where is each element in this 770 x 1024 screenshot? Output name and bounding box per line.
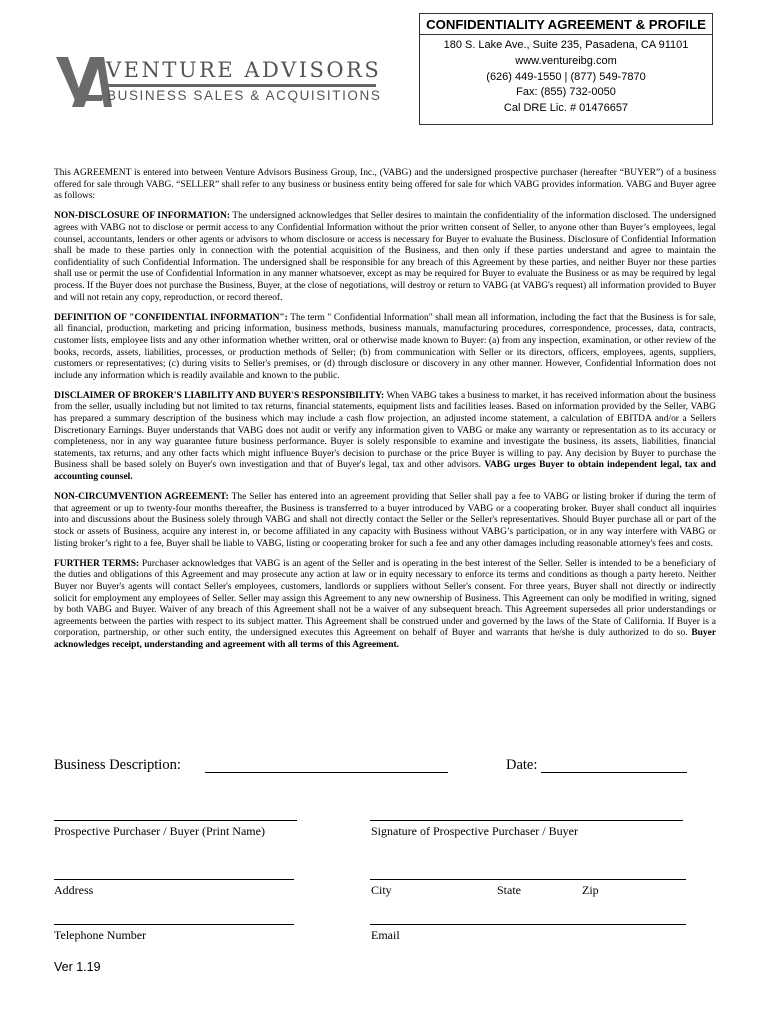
- agreement-body: [54, 168, 716, 660]
- logo-company-name: VENTURE ADVISORS: [106, 58, 382, 82]
- section-heading: NON-CIRCUMVENTION AGREEMENT:: [54, 492, 229, 503]
- email-label: Email: [371, 928, 400, 942]
- nondisclosure-section: [54, 211, 716, 304]
- definition-section: [54, 313, 716, 383]
- version-label: Ver 1.19: [54, 960, 101, 974]
- business-description-label: Business Description:: [54, 757, 181, 773]
- signature-field[interactable]: [370, 820, 683, 821]
- disclaimer-section: [54, 391, 716, 484]
- section-text: The undersigned acknowledges that Seller desires to maintain the confidentiality of the information disclosed. The undersigned agrees with VABG not to disclose or permit access to any Confidential Information without the prior written consent of Seller, to anyone other than Buyer’s employees, legal counsel, accountants, lenders or other agents or advisors to whom disclosure or access is necessary for Buyer to evaluate the Business. Disclosure of Confidential Information shall be made to these parties only in connection with the potential acquisition of the Business, and then only if these parties understand and agree to maintain the confidentiality of such Confidential Information. The undersigned shall be responsible for any breach of this Agreement by these parties, and neither Buyer nor these parties shall use or permit the use of Confidential Information in any manner whatsoever, except as may be required for Buyer to evaluate the Business or as may be required by legal process. If the Buyer does not purchase the Business, Buyer, at the close of negotiations, will destroy or return to VABG (at VABG's request) all information provided to Buyer and will not retain any copy, reproduction, or record thereof.: [54, 211, 716, 303]
- city-label: City: [371, 883, 392, 897]
- header-box: [419, 13, 713, 125]
- date-field[interactable]: [541, 772, 687, 773]
- section-text: When VABG takes a business to market, it has received information about the business from the seller, usually including but not limited to tax returns, financial statements, equipment lists and facilities leases. Based on information provided by the Seller, VABG has prepared a summary description of the business which may include a cash flow projection, an adjusted income statement, a calculation of EBITDA and/or a Sellers Discretionary Earnings. Buyer understands that VABG does not audit or verify any information given to VABG or make any warranty or representation as to its accuracy or completeness, nor in any way guarantee future business performance. Buyer is solely responsible to examine and investigate the business, its assets, liabilities, financial statements, tax returns, and any other facts which might influence Buyer's decision to purchase or the price Buyer is willing to pay. Any decision by Buyer to purchase the Business shall be based solely on Buyer's own investigation and that of Buyer's legal, tax and other advisors.: [54, 390, 716, 471]
- address-field[interactable]: [54, 879, 294, 880]
- fax-number: Fax: (855) 732-0050: [516, 86, 616, 99]
- city-state-zip-field[interactable]: [370, 879, 686, 880]
- state-label: State: [497, 883, 521, 897]
- noncircumvention-section: [54, 492, 716, 550]
- section-heading: FURTHER TERMS:: [54, 558, 140, 569]
- section-emphasis: VABG urges Buyer to obtain independent legal, tax and accounting counsel.: [54, 460, 717, 483]
- email-field[interactable]: [370, 924, 686, 925]
- telephone-field[interactable]: [54, 924, 294, 925]
- further-terms-section: [54, 559, 716, 652]
- signature-label: Signature of Prospective Purchaser / Buyer: [371, 824, 578, 838]
- telephone-label: Telephone Number: [54, 928, 147, 942]
- section-heading: DEFINITION OF "CONFIDENTIAL INFORMATION":: [54, 312, 288, 323]
- license-number: Cal DRE Lic. # 01476657: [503, 102, 629, 115]
- logo-divider: [106, 84, 376, 87]
- purchaser-name-field[interactable]: [54, 820, 297, 821]
- purchaser-name-label: Prospective Purchaser / Buyer (Print Name): [54, 824, 265, 838]
- intro-paragraph: This AGREEMENT is entered into between Venture Advisors Business Group, Inc., (VABG) and the undersigned prospective purchaser (hereafter “BUYER”) of a business offered for sale through VABG. “SELLER” shall refer to any business or business entity being offered for sale for which VABG provides information. VABG and Buyer agree as follows:: [54, 168, 716, 202]
- business-description-field[interactable]: [205, 772, 448, 773]
- section-text: Purchaser acknowledges that VABG is an agent of the Seller and is operating in the best interest of the Seller. Seller is intended to be a beneficiary of the duties and obligations of this Agreement and may prosecute any action at law or in equity necessary to enforce its terms and conditions as though a party hereto. Neither Buyer nor Buyer's agents will contact Seller's employees, customers, landlords or suppliers without Seller's consent. For three years, Buyer shall not directly or indirectly solicit for employment any employees of Seller. Seller may assign this Agreement to any new ownership of Business. This Agreement can only be modified in writing, signed by both VABG and Buyer. Waiver of any breach of this Agreement shall not be a waiver of any subsequent breach. This Agreement supersedes all prior understandings or agreements between the parties with respect to its subject matter. This Agreement shall be construed under and governed by the laws of the State of California. If Buyer is a corporation, partnership, or other such entity, the undersigned executes this Agreement on behalf of Buyer and warrants that he/she is duly authorized to do so.: [54, 558, 717, 639]
- section-heading: DISCLAIMER OF BROKER'S LIABILITY AND BUYER'S RESPONSIBILITY:: [54, 390, 385, 401]
- website: www.ventureibg.com: [515, 54, 617, 67]
- logo-tagline: BUSINESS SALES & ACQUISITIONS: [107, 88, 382, 103]
- venture-advisors-logo: [56, 55, 386, 110]
- phone-numbers: (626) 449-1550 | (877) 549-7870: [486, 70, 646, 83]
- section-text: The term " Confidential Information" shall mean all information, including the fact that the Business is for sale, all financial, production, marketing and pricing information, business methods, business manuals, manufacturing procedures, correspondence, processes, data, contracts, customer lists, employee lists and any other information whether written, oral or otherwise made known to Buyer: (a) from any inspection, examination, or other review of the books, records, assets, liabilities, processes, or production methods of Seller; (b) from communication with Seller or its directors, officers, employees, agents, suppliers, customers or representatives; (c) during visits to Seller's premises, or (d) through disclosure or discovery in any other manner. However, Confidential Information does not include any information which is readily available and known to the public.: [54, 312, 716, 381]
- address-label: Address: [54, 883, 94, 897]
- section-heading: NON-DISCLOSURE OF INFORMATION:: [54, 211, 230, 222]
- section-emphasis: Buyer acknowledges receipt, understanding and agreement with all terms of this Agreement.: [54, 628, 717, 650]
- zip-label: Zip: [582, 883, 599, 897]
- office-address: 180 S. Lake Ave., Suite 235, Pasadena, CA 91101: [443, 39, 689, 51]
- document-title: CONFIDENTIALITY AGREEMENT & PROFILE: [420, 14, 712, 35]
- section-text: The Seller has entered into an agreement providing that Seller shall pay a fee to VABG or listing broker if during the term of that agreement or up to twenty-four months thereafter, the Business is transferred to a buyer introduced by VABG or a cooperating broker. Buyer shall conduct all inquiries into and discussions about the Business solely through VABG and shall not directly contact the Seller or the Seller's representatives. Should Buyer purchase all or part of the stock or assets of Business, acquire any interest in, or become affiliated in any capacity with Business without VABG’s participation, or in any way interfere with VABG or listing broker’s right to a fee, Buyer shall be liable to VABG, listing or cooperating broker for such a fee and any other damages including reasonable attorney's fees and costs.: [54, 492, 716, 549]
- date-label: Date:: [506, 757, 538, 773]
